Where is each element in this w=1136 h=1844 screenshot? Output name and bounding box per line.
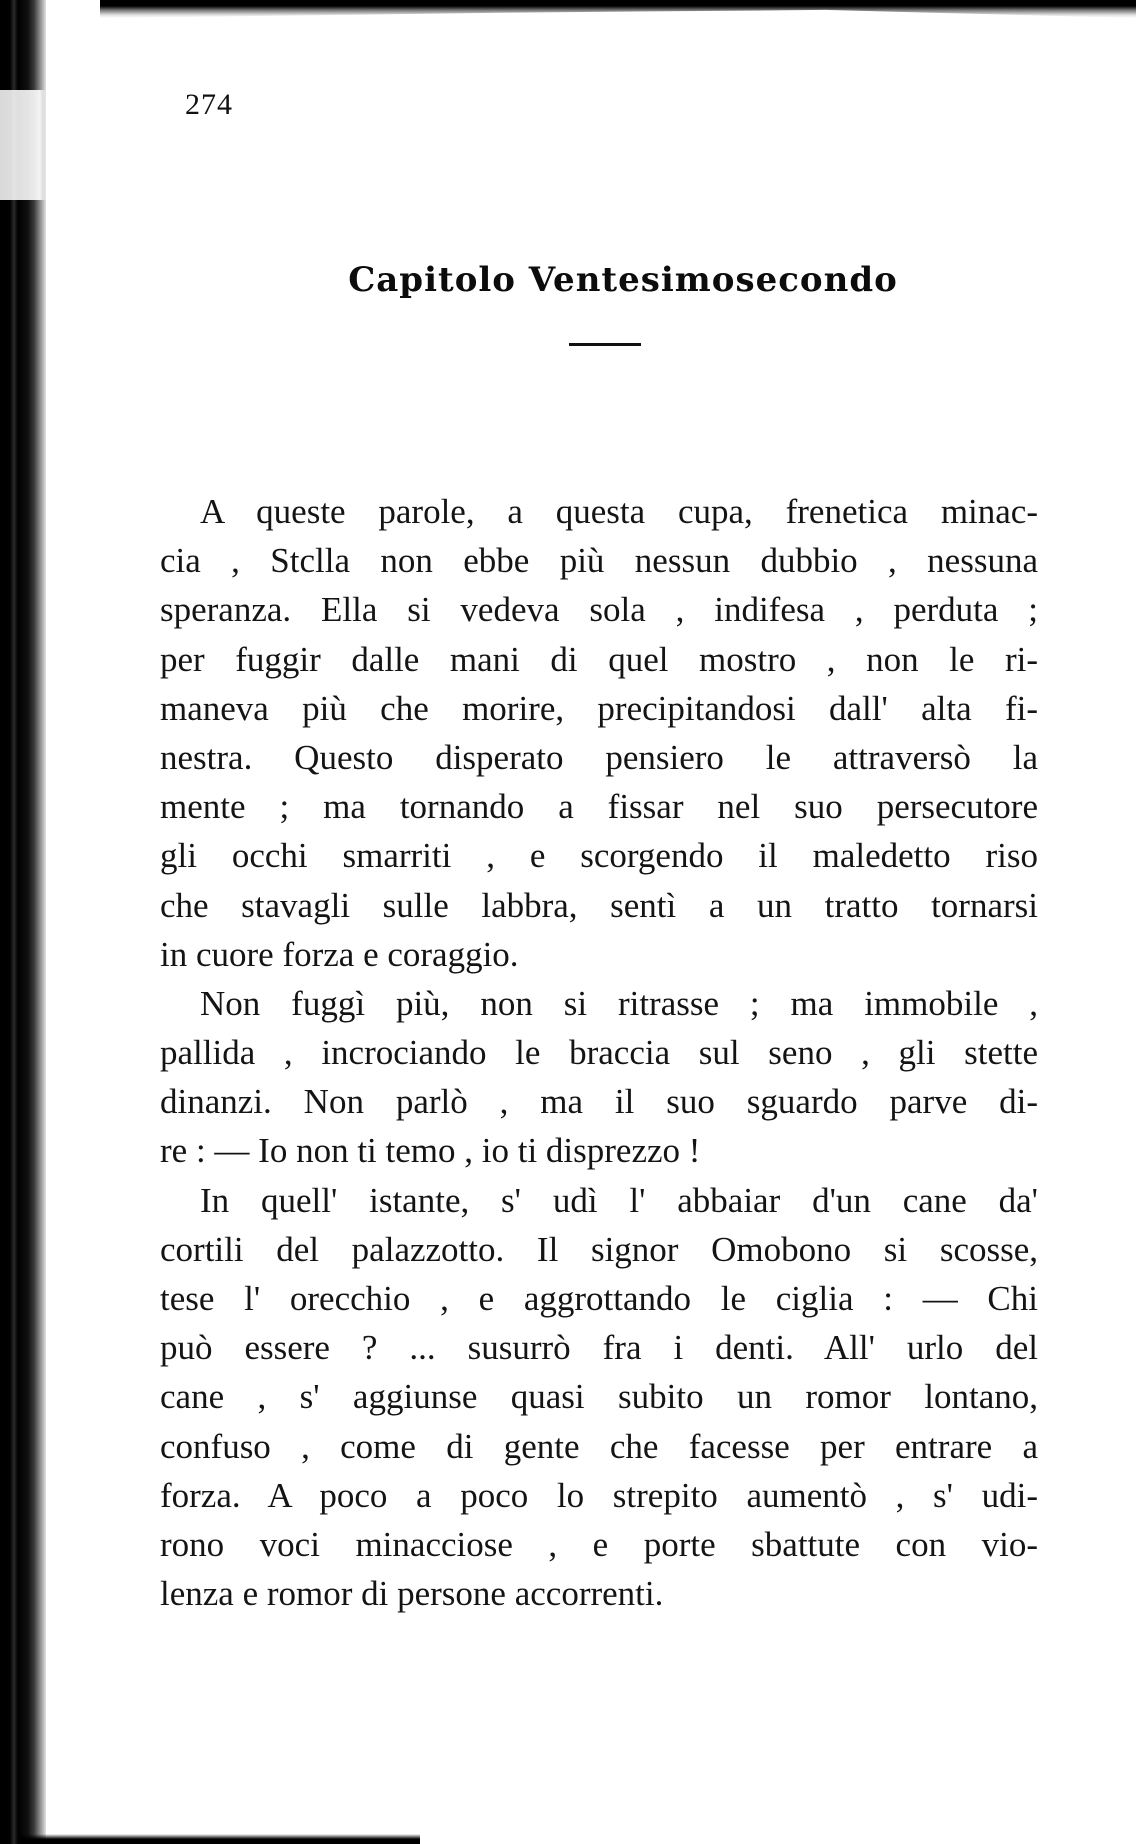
text-line: lenza e romor di persone accorrenti. bbox=[160, 1574, 664, 1614]
text-line: In quell' istante, s' udì l' abbaiar d'un cane da' bbox=[200, 1180, 1038, 1220]
text-line: Non fuggì più, non si ritrasse ; ma immobile , bbox=[200, 983, 1038, 1023]
text-line: pallida , incrociando le braccia sul seno , gli stette bbox=[160, 1033, 1038, 1073]
text-line: rono voci minacciose , e porte sbattute con vio- bbox=[160, 1524, 1038, 1564]
body-text bbox=[160, 487, 1038, 1618]
text-line: mente ; ma tornando a fissar nel suo persecutore bbox=[160, 787, 1038, 827]
text-line: cane , s' aggiunse quasi subito un romor lontano, bbox=[160, 1377, 1038, 1417]
text-line: A queste parole, a questa cupa, frenetica minac- bbox=[200, 492, 1038, 531]
chapter-title: Capitolo Ventesimosecondo bbox=[348, 260, 898, 300]
text-line: speranza. Ella si vedeva sola , indifesa , perduta ; bbox=[160, 590, 1038, 630]
text-line: gli occhi smarriti , e scorgendo il maledetto riso bbox=[160, 836, 1038, 876]
scan-bottom-edge bbox=[20, 1834, 420, 1844]
text-line: re : — Io non ti temo , io ti disprezzo ! bbox=[160, 1131, 701, 1171]
title-rule bbox=[569, 343, 641, 346]
scan-top-edge bbox=[100, 0, 1136, 18]
text-line: per fuggir dalle mani di quel mostro , non le ri- bbox=[160, 639, 1038, 679]
text-line: nestra. Questo disperato pensiero le attraversò la bbox=[160, 737, 1038, 777]
text-line: tese l' orecchio , e aggrottando le ciglia : — Chi bbox=[160, 1279, 1038, 1318]
text-line: forza. A poco a poco lo strepito aumentò , s' udi- bbox=[160, 1475, 1038, 1515]
text-line: maneva più che morire, precipitandosi dall' alta fi- bbox=[160, 688, 1038, 728]
text-line: cortili del palazzotto. Il signor Omobono si scosse, bbox=[160, 1229, 1038, 1269]
page-number: 274 bbox=[185, 88, 233, 121]
text-line: che stavagli sulle labbra, sentì a un tratto tornarsi bbox=[160, 885, 1038, 925]
text-line: cia , Stclla non ebbe più nessun dubbio , nessuna bbox=[160, 541, 1038, 581]
text-line: dinanzi. Non parlò , ma il suo sguardo parve di- bbox=[160, 1082, 1038, 1122]
binding-shadow-gap bbox=[0, 90, 46, 200]
text-line: può essere ? ... susurrò fra i denti. All' urlo del bbox=[160, 1328, 1038, 1368]
text-line: confuso , come di gente che facesse per entrare a bbox=[160, 1426, 1038, 1466]
text-line: in cuore forza e coraggio. bbox=[160, 934, 519, 974]
